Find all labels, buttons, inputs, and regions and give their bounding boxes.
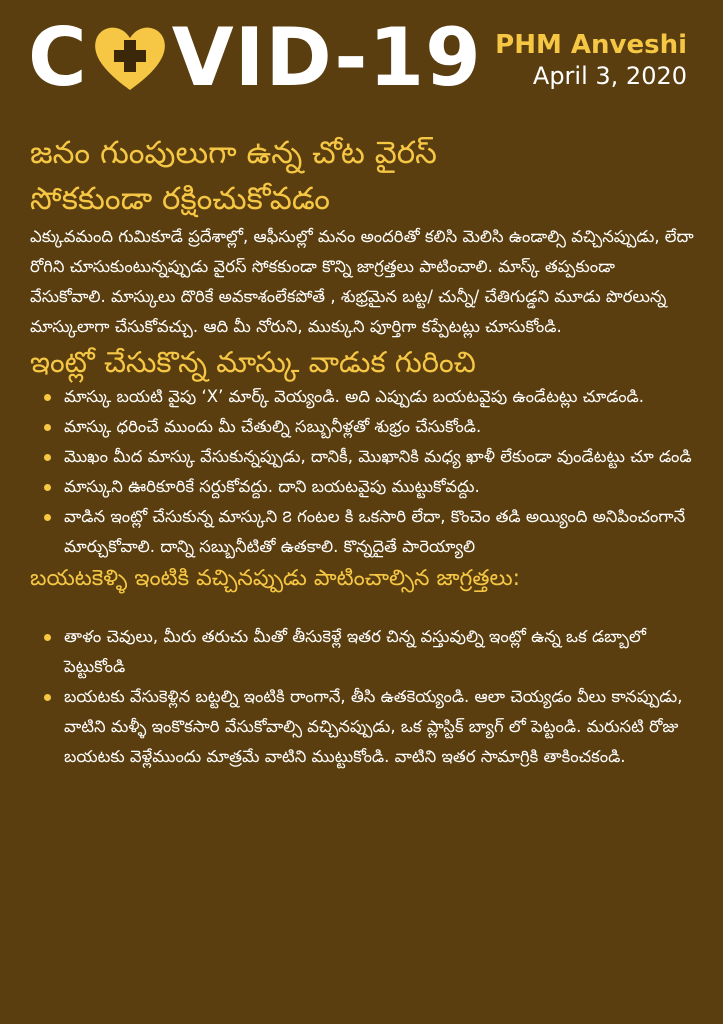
covid-19-logo <box>28 11 482 104</box>
list-item: మాస్కు ధరించే ముందు మీ చేతుల్ని సబ్బునీళ్లతో శుభ్రం చేసుకోండి. <box>64 412 695 442</box>
section-title: బయటకెళ్ళి ఇంటికి వచ్చినప్పుడు పాటించాల్సిన జాగ్రత్తలు: <box>30 566 521 591</box>
section-homemade-mask <box>30 342 695 562</box>
list-item: మొఖం మీద మాస్కు వేసుకున్నప్పుడు, దానికీ, మొఖానికి మధ్య ఖాళీ లేకుండా వుండేటట్టు చూ డండి <box>64 442 695 472</box>
poster-header <box>0 0 723 110</box>
section-title-line-1: జనం గుంపులుగా ఉన్న చోట వైరస్ <box>30 135 437 171</box>
publisher-name: PHM Anveshi <box>495 30 687 60</box>
logo-text-right: VID-19 <box>171 11 482 104</box>
section-title: ఇంట్లో చేసుకొన్న మాస్కు వాడుక గురించి <box>30 345 476 379</box>
list-item: తాళం చెవులు, మీరు తరుచు మీతో తీసుకెళ్లే ఇతర చిన్న వస్తువుల్ని ఇంట్లో ఉన్న ఒక డబ్బాలో పెట్టుకోండి <box>64 622 695 682</box>
heart-plus-icon <box>90 18 170 98</box>
section-title-line-2: సోకకుండా రక్షించుకోవడం <box>30 181 331 217</box>
bullet-list <box>30 382 695 562</box>
list-item: వాడిన ఇంట్లో చేసుకున్న మాస్కుని ౭ గంటల కి ఒకసారి లేదా, కొంచెం తడి అయ్యింది అనిపించంగానే మార్చుకోవాలి. దాన్ని సబ్బునీటితో ఉతకాలి. కొన్నదైతే పారెయ్యాలి <box>64 502 695 562</box>
list-item: మాస్కుని ఊరికూరికే సర్దుకోవద్దు. దాని బయటవైపు ముట్టుకోవద్దు. <box>64 472 695 502</box>
publish-date: April 3, 2020 <box>532 62 687 90</box>
publication-info <box>495 30 687 92</box>
section-body: ఎక్కువమంది గుమికూడే ప్రదేశాల్లో, ఆఫీసుల్లో మనం అందరితో కలిసి మెలిసి ఉండాల్సి వచ్చినప్పుడు, లేదా రోగిని చూసుకుంటున్నప్పుడు వైరస్ సోకకుండా కొన్ని జాగ్రత్తలు పాటించాలి. మాస్క్ తప్పకుండా వేసుకోవాలి. మాస్కులు దొరికే అవకాశంలేకపోతే , శుభ్రమైన బట్ట/ చున్నీ/ చేతిగుడ్డని మూడు పొరలున్న మాస్కులాగా చేసుకోవచ్చు. ఆది మీ నోరుని, ముక్కుని పూర్తిగా కప్పేటట్లు చూసుకోండి. <box>30 227 694 336</box>
section-returning-home <box>30 562 695 772</box>
section-crowded-places <box>30 130 695 342</box>
spacer <box>30 596 695 622</box>
list-item: మాస్కు బయటి వైపు ‘X’ మార్క్ వెయ్యండి. అది ఎప్పుడు బయటవైపు ఉండేటట్లు చూడండి. <box>64 382 695 412</box>
bullet-list <box>30 622 695 772</box>
list-item: బయటకు వేసుకెళ్లిన బట్టల్ని ఇంటికి రాంగానే, తీసి ఉతకెయ్యండి. ఆలా చెయ్యడం వీలు కానప్పుడు, వాటిని మళ్ళీ ఇంకొకసారి వేసుకోవాల్సి వచ్చినప్పుడు, ఒక ప్లాస్టిక్ బ్యాగ్ లో పెట్టండి. మరుసటి రోజు బయటకు వెళ్లేముందు మాత్రమే వాటిని ముట్టుకోండి. వాటిని ఇతర సామాగ్రికి తాకించకండి. <box>64 682 695 772</box>
logo-text-left: C <box>28 11 88 104</box>
poster-content <box>30 130 695 772</box>
